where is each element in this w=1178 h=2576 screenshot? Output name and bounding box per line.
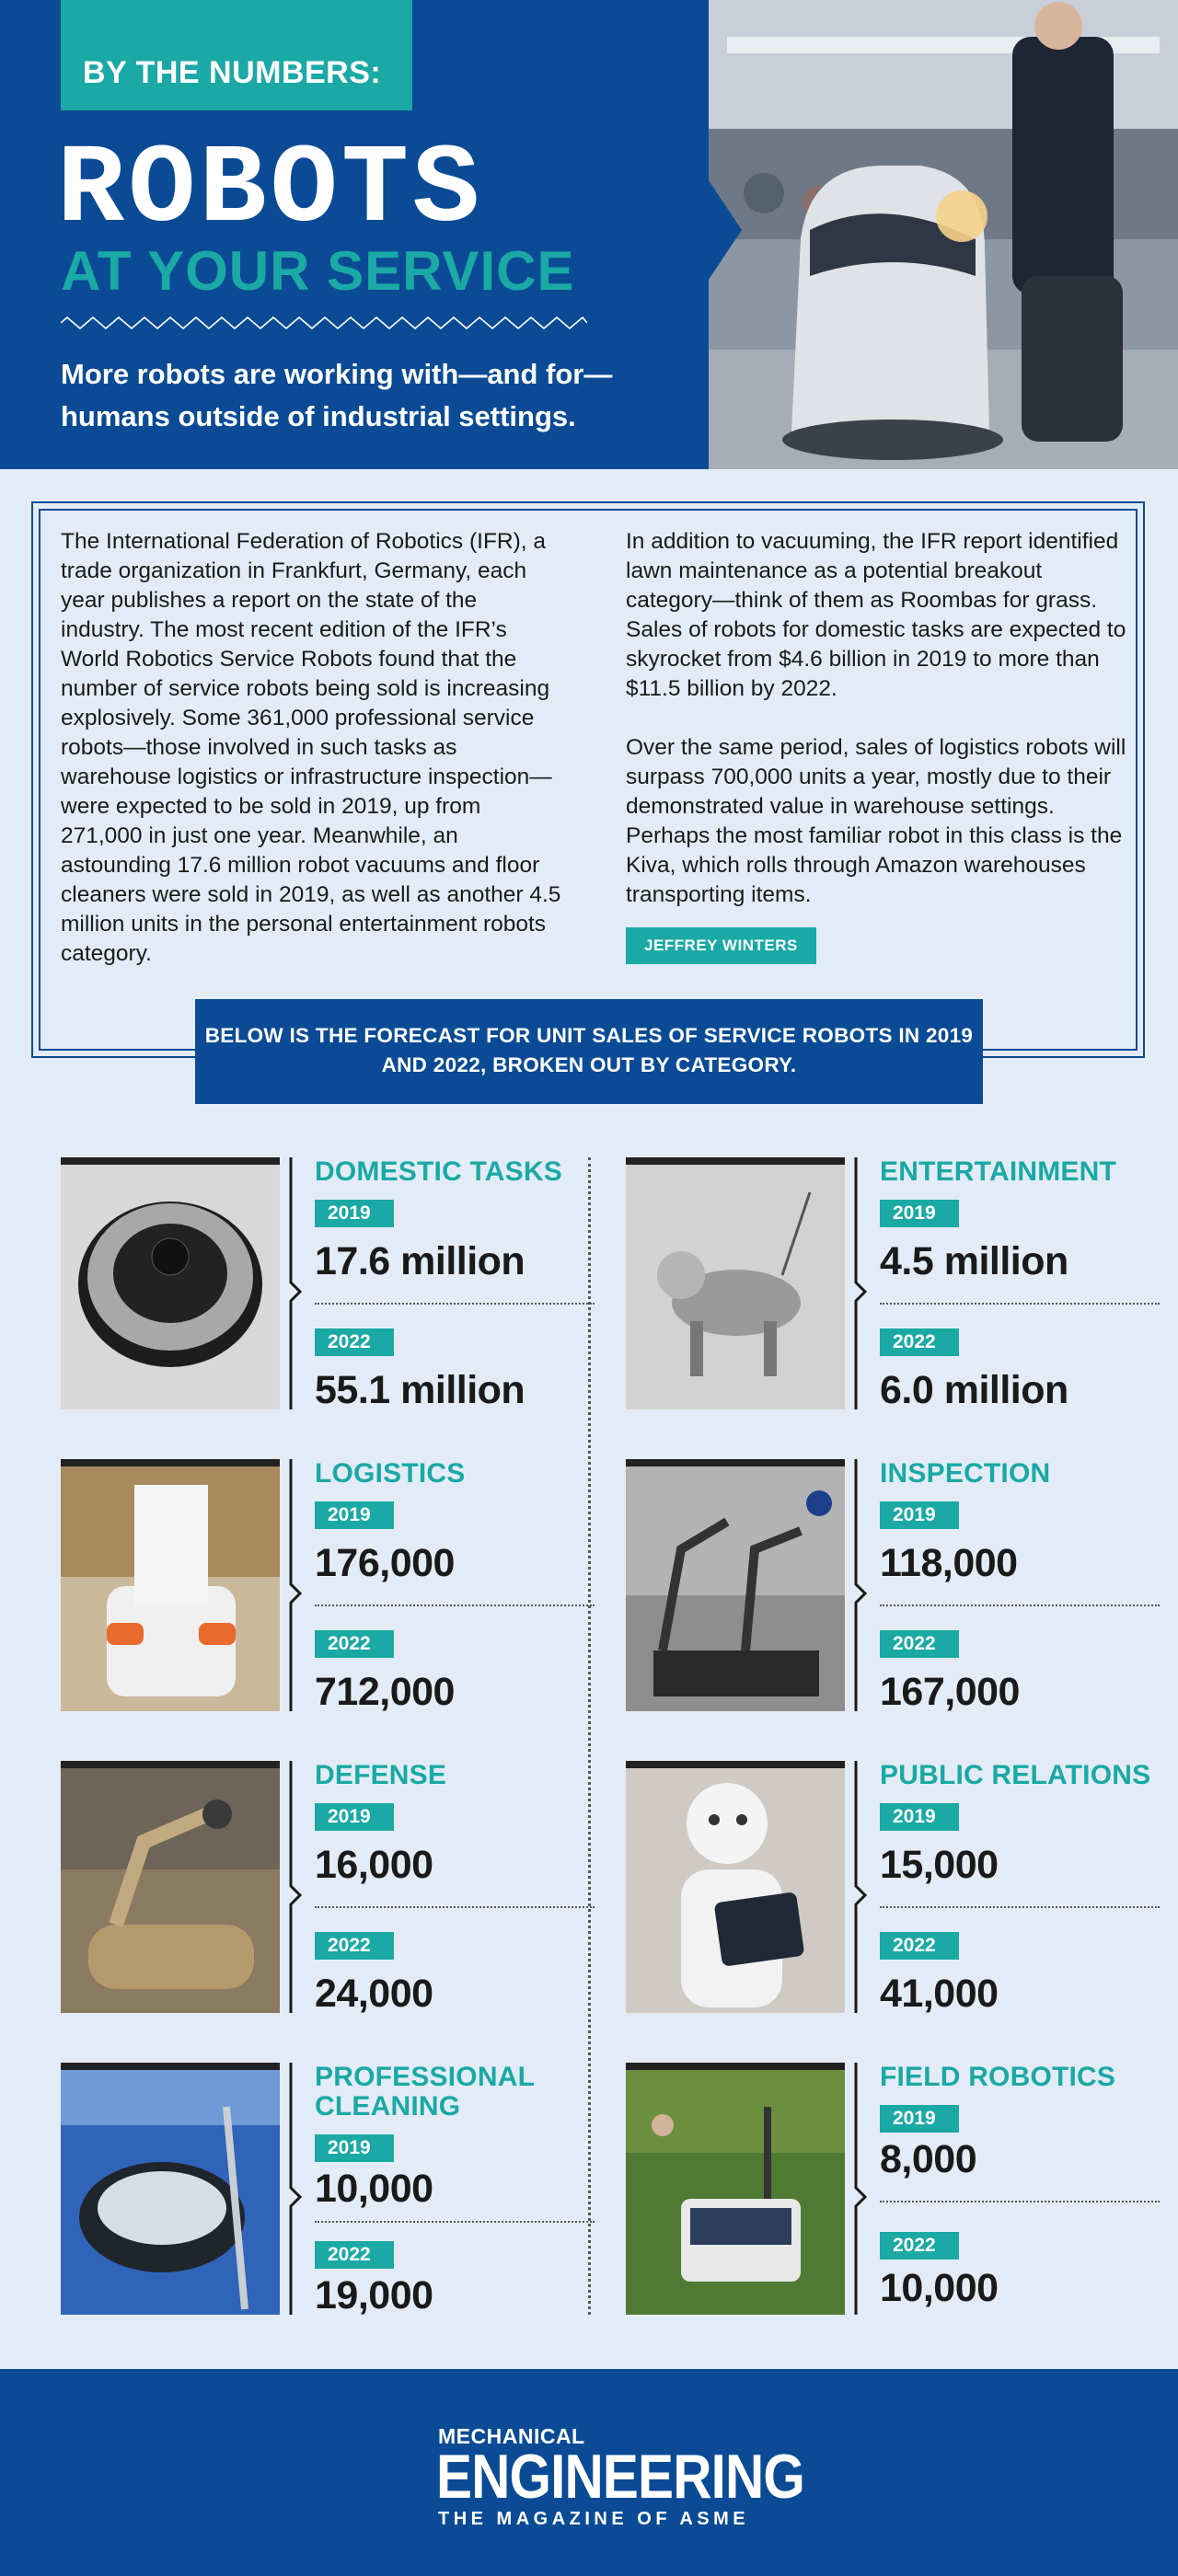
- photo-field-robot: [626, 2063, 845, 2315]
- category-name: FIELD ROBOTICS: [880, 2062, 1116, 2092]
- headline-at-your-service: AT YOUR SERVICE: [61, 240, 575, 302]
- value-2019: 176,000: [315, 1541, 455, 1585]
- year-label: 2019: [880, 1200, 959, 1227]
- dotted-separator: [315, 1604, 595, 1606]
- value-2022: 41,000: [880, 1972, 999, 2016]
- year-label: 2022: [315, 2241, 394, 2269]
- dotted-separator: [880, 1906, 1160, 1908]
- category-logistics: [61, 1459, 595, 1717]
- year-label: 2019: [315, 1803, 394, 1831]
- forecast-banner: BELOW IS THE FORECAST FOR UNIT SALES OF SERVICE ROBOTS IN 2019 AND 2022, BROKEN OUT BY CATEGORY.: [195, 999, 983, 1104]
- year-label: 2022: [880, 1630, 959, 1658]
- footer-logo-tagline: THE MAGAZINE OF ASME: [438, 2509, 750, 2529]
- category-name: PROFESSIONAL CLEANING: [315, 2062, 535, 2122]
- value-2022: 10,000: [880, 2266, 999, 2310]
- headline-robots: ROBOTS: [57, 126, 484, 254]
- value-2022: 712,000: [315, 1670, 455, 1714]
- hero-photo-guide-robot: [709, 0, 1178, 469]
- category-professional-cleaning: [61, 2063, 595, 2320]
- category-entertainment: [626, 1157, 1160, 1415]
- year-label: 2022: [880, 1328, 959, 1356]
- value-2022: 55.1 million: [315, 1368, 525, 1412]
- value-2022: 6.0 million: [880, 1368, 1068, 1412]
- category-name: DEFENSE: [315, 1760, 447, 1790]
- year-label: 2019: [315, 1200, 394, 1227]
- category-name: PUBLIC RELATIONS: [880, 1760, 1151, 1790]
- photo-inspection-arms: [626, 1459, 845, 1711]
- author-byline: JEFFREY WINTERS: [626, 927, 816, 964]
- value-2022: 167,000: [880, 1670, 1020, 1714]
- intro-right-paragraph: Over the same period, sales of logistics robots will surpass 700,000 units a year, mostly due to their demonstrated value in warehouse settings. Perhaps the most familiar robot in this class is the Kiva, which rolls through Amazon warehouses transporting items.: [626, 735, 1126, 907]
- photo-robot-dog: [626, 1157, 845, 1409]
- category-defense: [61, 1761, 595, 2018]
- category-inspection: [626, 1459, 1160, 1717]
- dotted-separator: [315, 2221, 595, 2223]
- footer-banner: [0, 2369, 1178, 2576]
- photo-logistics-robot: [61, 1459, 280, 1711]
- year-label: 2019: [880, 1501, 959, 1529]
- category-name: LOGISTICS: [315, 1458, 466, 1489]
- header-subtitle: More robots are working with—and for—humans outside of industrial settings.: [61, 358, 613, 432]
- photo-humanoid-robot: [626, 1761, 845, 2013]
- footer-logo-line2: ENGINEERING: [436, 2442, 804, 2512]
- category-domestic-tasks: [61, 1157, 595, 1415]
- dotted-separator: [880, 1604, 1160, 1606]
- dotted-separator: [880, 1303, 1160, 1305]
- dotted-separator: [880, 2201, 1160, 2202]
- footer-logo-line1: MECHANICAL: [438, 2424, 585, 2448]
- value-2022: 19,000: [315, 2273, 433, 2317]
- photo-window-cleaning-robot: [61, 2063, 280, 2315]
- year-label: 2019: [880, 1803, 959, 1831]
- value-2019: 17.6 million: [315, 1239, 525, 1283]
- value-2019: 10,000: [315, 2167, 433, 2211]
- intro-right-column: [626, 527, 1128, 910]
- header-arrow-notch: [709, 180, 742, 280]
- year-label: 2019: [315, 2134, 394, 2162]
- year-label: 2022: [315, 1932, 394, 1960]
- category-field-robotics: [626, 2063, 1160, 2320]
- photo-robot-vacuum: [61, 1157, 280, 1409]
- category-public-relations: [626, 1761, 1160, 2018]
- value-2019: 4.5 million: [880, 1239, 1068, 1283]
- category-name: DOMESTIC TASKS: [315, 1156, 562, 1187]
- intro-left-column: The International Federation of Robotics (IFR), a trade organization in Frankfurt, Germany, each year publishes a report on the state of the industry. The most recent edition of the IFR’s World Robotics Service Robots found that the number of service robots being sold is increasing explosively. Some 361,000 professional service robots—those involved in such tasks as warehouse logistics or infrastructure inspection—were expected to be sold in 2019, up from 271,000 in just one year. Meanwhile, an astounding 17.6 million robot vacuums and floor cleaners were sold in 2019, as well as another 4.5 million units in the personal entertainment robots category.: [61, 529, 561, 966]
- category-name: ENTERTAINMENT: [880, 1156, 1117, 1187]
- zigzag-divider: [61, 316, 587, 329]
- year-label: 2022: [315, 1328, 394, 1356]
- header-tag: BY THE NUMBERS:: [61, 0, 412, 110]
- category-name: INSPECTION: [880, 1458, 1051, 1489]
- value-2019: 16,000: [315, 1843, 433, 1887]
- year-label: 2022: [880, 1932, 959, 1960]
- value-2019: 8,000: [880, 2137, 977, 2181]
- intro-right-paragraph: In addition to vacuuming, the IFR report identified lawn maintenance as a potential breakout category—think of them as Roombas for grass. Sales of robots for domestic tasks are expected to skyrocket from $4.6 billion in 2019 to more than $11.5 billion by 2022.: [626, 529, 1126, 701]
- year-label: 2019: [315, 1501, 394, 1529]
- value-2022: 24,000: [315, 1972, 433, 2016]
- year-label: 2019: [880, 2105, 959, 2133]
- dotted-separator: [315, 1303, 595, 1305]
- photo-defense-robot: [61, 1761, 280, 2013]
- value-2019: 118,000: [880, 1541, 1018, 1585]
- year-label: 2022: [315, 1630, 394, 1658]
- dotted-separator: [315, 1906, 595, 1908]
- year-label: 2022: [880, 2232, 959, 2260]
- value-2019: 15,000: [880, 1843, 999, 1887]
